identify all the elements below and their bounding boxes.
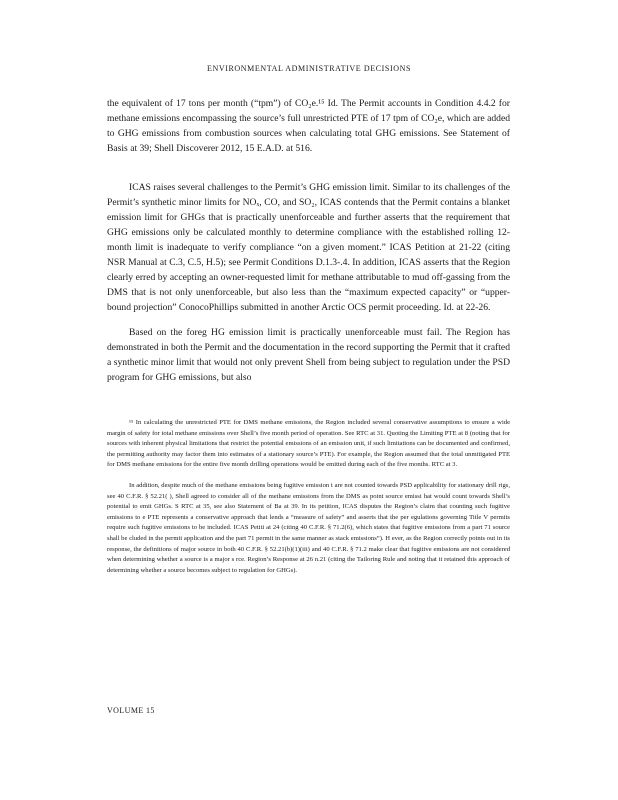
paragraph-text: Based on the foreg HG emission limit is practically unenforceable must fail. The Region has demonstrated in both the Permit and the documentation in the record supporting the Permit that it crafted a synthetic minor limit that would not only prevent Shell from being subject to regulation under the PSD program for GHG emissions, but also xyxy=(107,327,510,383)
footnote-continuation: In addition, despite much of the methane emissions being fugitive emission t are not counted towards PSD applicability for stationary drill rigs, see 40 C.F.R. § 52.21( ), Shell agreed to consider all of the methane emissions from the DMS as point source emissi hat would count towards Shell’s potential to emit GHGs. S RTC at 35, see also Statement of Ba at 39. In its petition, ICAS disputes the Region’s claim that counting such fugitive emissions to e PTE represents a conservative approach that lends a “measure of safety” and asserts that the per egulations governing Title V permits require such fugitive emissions to be included. ICAS Petiti at 24 (citing 40 C.F.R. § 71.2(6), which states that fugitive emissions from a part 71 source shall be cluded in the permit application and the part 71 permit in the same manner as stack emissions”). H ever, as the Region correctly points out in its response, the definitions of major source in both 40 C.F.R. § 52.21(b)(1)(iii) and 40 C.F.R. § 71.2 make clear that fugitive emissions are not considered when determining whether a source is a major s rce. Region’s Response at 26 n.21 (citing the Tailoring Rule and noting that it retained this approach of determining whether a source becomes subject to regulation for GHGs). xyxy=(107,481,510,574)
body-paragraph-3 xyxy=(107,325,510,385)
volume-folio: VOLUME 15 xyxy=(107,706,155,715)
paragraph-text: the equivalent of 17 tons per month (“tpm”) of CO₂e.¹⁵ Id. The Permit accounts in Condition 4.4.2 for methane emissions encompassing the source’s full unrestricted PTE of 17 tpm of CO₂e, which are added to GHG emissions from combustion sources when calculating total GHG emissions. See Statement of Basis at 39; Shell Discoverer 2012, 15 E.A.D. at 516. xyxy=(107,98,510,154)
footnotes xyxy=(107,418,510,576)
footnote-15: ¹⁵ In calculating the unrestricted PTE for DMS methane emissions, the Region included several conservative assumptions to ensure a wide margin of safety for total methane emissions over Shell’s five month period of operation. See RTC at 31. Quoting the Limiting PTE at 8 (noting that for sources with inherent physical limitations that restrict the potential emissions of an emission unit, if such limitations can be documented and confirmed, the permitting authority may factor them into estimates of a stationary source’s PTE). For example, the Region assumed that the total unmitigated PTE for DMS methane emissions for the entire five month drilling operations would be emitted during each of the five months. RTC at 3. xyxy=(107,419,510,469)
body-paragraph-2 xyxy=(107,180,510,315)
body-paragraph-1 xyxy=(107,96,510,156)
running-head: ENVIRONMENTAL ADMINISTRATIVE DECISIONS xyxy=(206,64,412,73)
paragraph-text: ICAS raises several challenges to the Permit’s GHG emission limit. Similar to its challenges of the Permit’s synthetic minor limits for NOₓ, CO, and SO₂, ICAS contends that the Permit contains a blanket emission limit for GHGs that is practically unenforceable and further asserts that the requirement that GHG emissions only be calculated monthly to determine compliance with the established rolling 12-month limit is inadequate to verify compliance “on a given moment.” ICAS Petition at 21-22 (citing NSR Manual at C.3, C.5, H.5); see Permit Conditions D.1.3-.4. In addition, ICAS asserts that the Region clearly erred by accepting an owner-requested limit for methane attributable to mud off-gassing from the DMS that is not only unenforceable, but also less than the “maximum expected capacity” or “upper-bound projection” ConocoPhillips submitted in another Arctic OCS permit proceeding. Id. at 22-26. xyxy=(107,182,510,313)
